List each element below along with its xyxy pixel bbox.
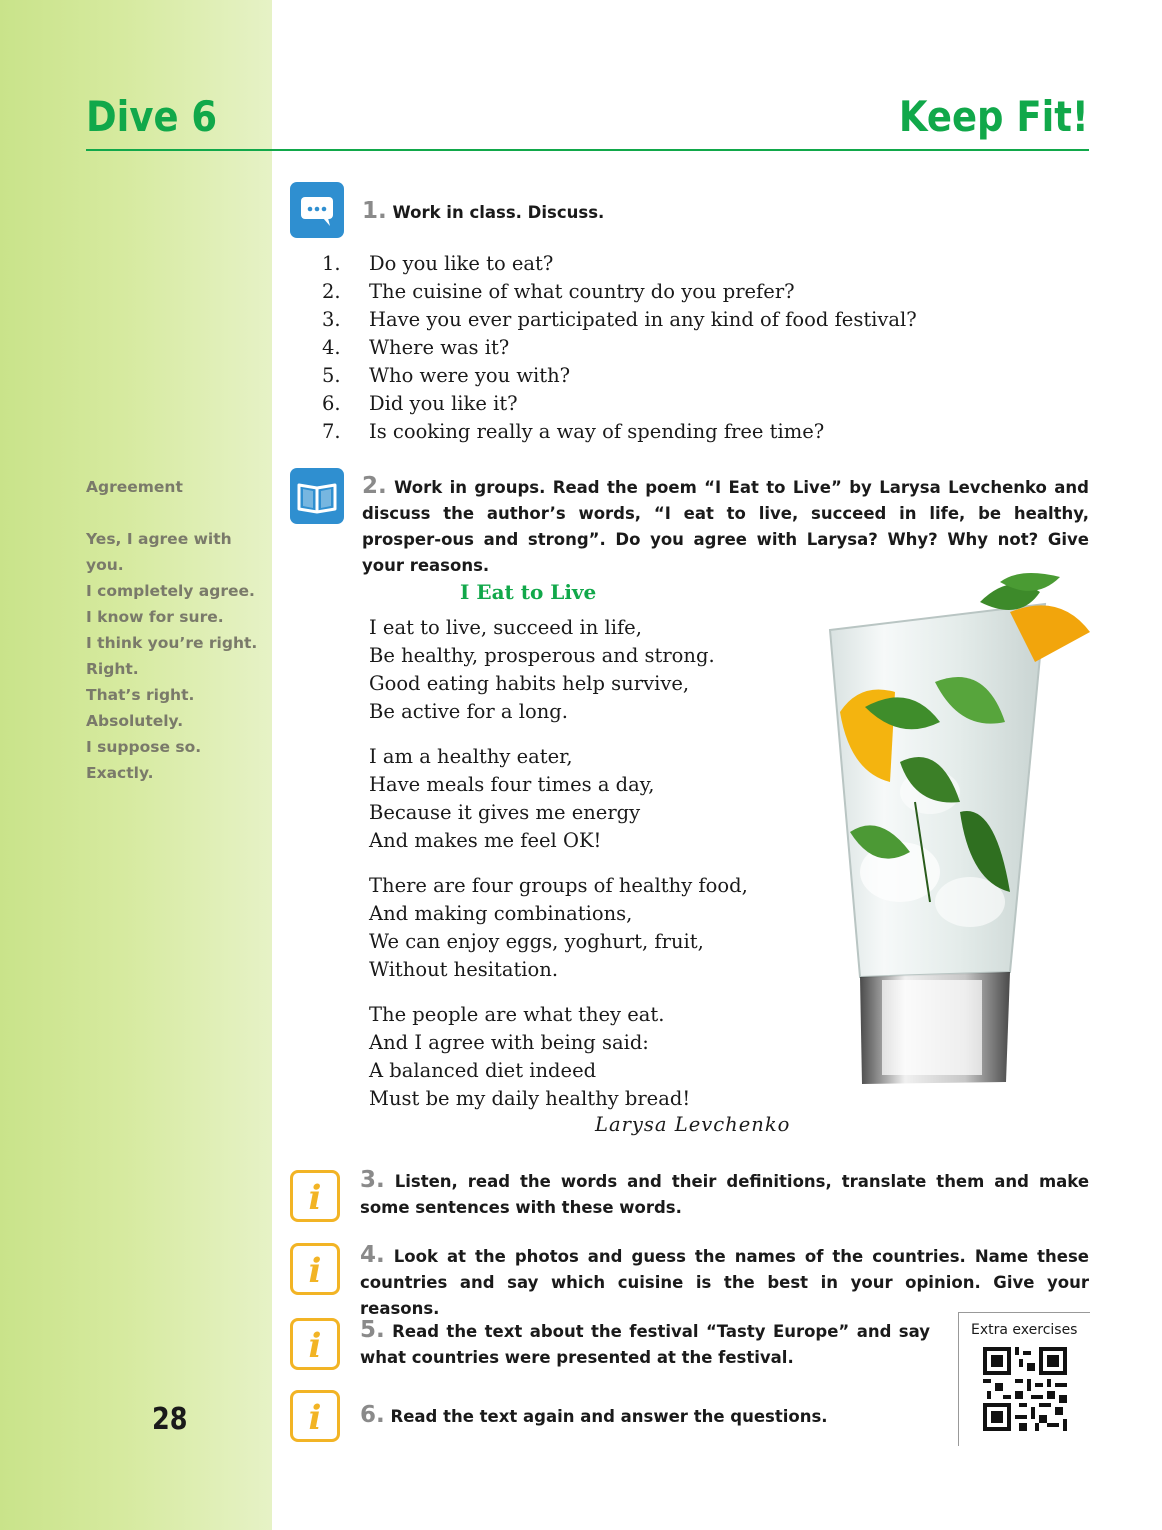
list-item bbox=[322, 362, 917, 390]
agreement-phrase: I know for sure. bbox=[86, 608, 224, 626]
poem-stanza bbox=[369, 743, 654, 855]
task-text: Work in class. Discuss. bbox=[392, 203, 605, 222]
question-number: 2. bbox=[322, 280, 341, 303]
extra-exercises-label: Extra exercises bbox=[971, 1322, 1078, 1338]
task-3-instruction bbox=[360, 1167, 1089, 1221]
task-4-instruction bbox=[360, 1242, 1089, 1322]
task-number: 6. bbox=[360, 1402, 385, 1428]
list-item bbox=[322, 306, 917, 334]
poem-author: Larysa Levchenko bbox=[595, 1113, 791, 1136]
agreement-phrase: Yes, I agree with bbox=[86, 530, 232, 548]
task-text: Read the text again and answer the questions. bbox=[390, 1407, 828, 1426]
question-text: Did you like it? bbox=[369, 392, 518, 415]
poem-line: I eat to live, succeed in life, bbox=[369, 616, 642, 639]
extra-exercises-box[interactable] bbox=[958, 1312, 1090, 1446]
poem-stanza bbox=[369, 1001, 690, 1113]
question-text: Where was it? bbox=[369, 336, 510, 359]
list-item bbox=[322, 278, 917, 306]
poem-line: And makes me feel OK! bbox=[369, 829, 602, 852]
poem-line: And I agree with being said: bbox=[369, 1031, 649, 1054]
question-text: Is cooking really a way of spending free time? bbox=[369, 420, 825, 443]
poem-line: Have meals four times a day, bbox=[369, 773, 655, 796]
list-item bbox=[322, 250, 917, 278]
question-number: 7. bbox=[322, 420, 341, 443]
poem-title: I Eat to Live bbox=[460, 580, 597, 604]
question-list bbox=[322, 250, 917, 446]
agreement-phrase: Exactly. bbox=[86, 764, 154, 782]
task-text: Listen, read the words and their definitions, translate them and make some sentences with these words. bbox=[360, 1172, 1090, 1217]
question-number: 4. bbox=[322, 336, 341, 359]
book-icon bbox=[290, 468, 344, 524]
agreement-phrase: Right. bbox=[86, 660, 139, 678]
question-number: 5. bbox=[322, 364, 341, 387]
poem-line: Without hesitation. bbox=[369, 958, 559, 981]
poem-line: Must be my daily healthy bread! bbox=[369, 1087, 691, 1110]
poem-line: There are four groups of healthy food, bbox=[369, 874, 748, 897]
unit-label: Dive 6 bbox=[86, 92, 218, 141]
page-title: Keep Fit! bbox=[899, 92, 1089, 141]
qr-code-icon[interactable] bbox=[983, 1347, 1067, 1431]
poem-line: The people are what they eat. bbox=[369, 1003, 665, 1026]
task-5-instruction bbox=[360, 1317, 930, 1371]
task-number: 2. bbox=[362, 473, 387, 499]
task-1-instruction bbox=[362, 198, 604, 226]
info-icon: i bbox=[290, 1390, 340, 1442]
info-icon: i bbox=[290, 1170, 340, 1222]
task-2-instruction bbox=[362, 473, 1089, 579]
info-icon: i bbox=[290, 1318, 340, 1370]
question-text: The cuisine of what country do you prefer? bbox=[369, 280, 795, 303]
lemonade-glass-image bbox=[820, 572, 1098, 1090]
question-number: 3. bbox=[322, 308, 341, 331]
task-text: Work in groups. Read the poem “I Eat to Live” by Larysa Levchenko and discuss the author’s words, “I eat to live, succeed in life, be healthy, prosper-ous and strong”. Do you agree with Larysa? Why? Why not? Give your reasons. bbox=[362, 478, 1089, 575]
agreement-box bbox=[86, 474, 266, 786]
agreement-phrase: I completely agree. bbox=[86, 582, 255, 600]
agreement-title: Agreement bbox=[86, 478, 183, 496]
task-number: 5. bbox=[360, 1317, 385, 1343]
agreement-phrase: Absolutely. bbox=[86, 712, 184, 730]
header-divider bbox=[86, 149, 1089, 151]
list-item bbox=[322, 418, 917, 446]
list-item bbox=[322, 334, 917, 362]
poem-line: We can enjoy eggs, yoghurt, fruit, bbox=[369, 930, 704, 953]
agreement-phrase: you. bbox=[86, 556, 124, 574]
task-text: Look at the photos and guess the names of the countries. Name these countries and say which cuisine is the best in your opinion. Give your reasons. bbox=[360, 1247, 1089, 1318]
list-item bbox=[322, 390, 917, 418]
question-text: Do you like to eat? bbox=[369, 252, 554, 275]
poem-line: Good eating habits help survive, bbox=[369, 672, 690, 695]
poem-line: Because it gives me energy bbox=[369, 801, 641, 824]
poem-stanza bbox=[369, 614, 715, 726]
agreement-phrase: That’s right. bbox=[86, 686, 195, 704]
speech-bubble-icon bbox=[290, 182, 344, 238]
task-text: Read the text about the festival “Tasty Europe” and say what countries were presented at the festival. bbox=[360, 1322, 931, 1367]
question-number: 1. bbox=[322, 252, 341, 275]
task-number: 1. bbox=[362, 198, 387, 224]
task-number: 4. bbox=[360, 1242, 385, 1268]
task-number: 3. bbox=[360, 1167, 385, 1193]
poem-line: A balanced diet indeed bbox=[369, 1059, 597, 1082]
question-text: Have you ever participated in any kind of food festival? bbox=[369, 308, 917, 331]
question-text: Who were you with? bbox=[369, 364, 571, 387]
info-icon: i bbox=[290, 1243, 340, 1295]
task-6-instruction bbox=[360, 1402, 828, 1430]
poem-line: Be active for a long. bbox=[369, 700, 568, 723]
poem-line: I am a healthy eater, bbox=[369, 745, 573, 768]
poem-stanza bbox=[369, 872, 748, 984]
poem-line: And making combinations, bbox=[369, 902, 633, 925]
question-number: 6. bbox=[322, 392, 341, 415]
agreement-phrase: I suppose so. bbox=[86, 738, 202, 756]
poem-line: Be healthy, prosperous and strong. bbox=[369, 644, 715, 667]
page-number: 28 bbox=[152, 1402, 188, 1437]
agreement-phrase: I think you’re right. bbox=[86, 634, 258, 652]
